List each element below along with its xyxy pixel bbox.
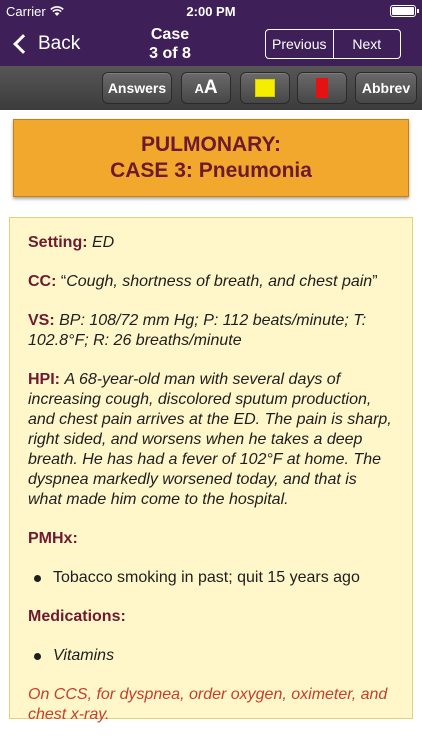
font-large-glyph: A: [203, 77, 218, 98]
bullet-icon: [34, 653, 41, 660]
abbrev-button[interactable]: Abbrev: [355, 72, 417, 104]
nav-title-case: Case: [150, 26, 190, 43]
vital-signs-paragraph: [28, 311, 394, 351]
nav-title: [120, 25, 220, 63]
ccs-note: On CCS, for dyspnea, order oxygen, oximeter, and chest x-ray.: [28, 686, 388, 723]
list-item: [28, 568, 394, 588]
font-size-icon: [194, 77, 217, 99]
bullet-icon: [34, 575, 41, 582]
pmhx-item: Tobacco smoking in past; quit 15 years ago: [53, 569, 360, 586]
chevron-left-icon: [13, 34, 33, 54]
chief-complaint-paragraph: [28, 272, 394, 292]
heading-case-title: CASE 3: Pneumonia: [110, 159, 312, 182]
previous-button[interactable]: Previous: [272, 36, 327, 52]
carrier-label: Carrier: [6, 4, 46, 19]
cc-open-quote: “: [60, 273, 67, 290]
next-button[interactable]: Next: [333, 30, 401, 58]
vs-label: VS:: [28, 312, 55, 329]
status-bar: [0, 0, 422, 22]
cc-value: Cough, shortness of breath, and chest pain: [66, 273, 373, 290]
answers-button[interactable]: Answers: [102, 72, 172, 104]
medication-item: Vitamins: [53, 647, 115, 664]
battery-icon: [390, 5, 416, 17]
medications-label: Medications:: [28, 608, 126, 625]
nav-title-count: 3 of 8: [149, 45, 191, 62]
vs-value: BP: 108/72 mm Hg; P: 112 beats/minute; T: 102.8°F; R: 26 breaths/minute: [28, 312, 367, 349]
clock: 2:00 PM: [186, 4, 236, 19]
setting-value: ED: [92, 234, 115, 251]
cc-label: CC:: [28, 273, 57, 290]
back-button[interactable]: [10, 28, 80, 60]
back-label: Back: [38, 33, 81, 54]
case-heading: [13, 119, 409, 197]
font-small-glyph: A: [194, 81, 204, 96]
bookmark-button[interactable]: [297, 72, 347, 104]
case-content: [9, 217, 413, 723]
setting-paragraph: [28, 233, 394, 253]
list-item: [28, 646, 394, 666]
hpi-paragraph: [28, 370, 394, 510]
heading-category: PULMONARY:: [141, 133, 281, 156]
hpi-label: HPI:: [28, 371, 60, 388]
navigation-bar: [0, 22, 422, 66]
highlighter-icon: [255, 79, 275, 97]
bookmark-icon: [316, 78, 328, 98]
setting-label: Setting:: [28, 234, 88, 251]
hpi-value: A 68-year-old man with several days of increasing cough, discolored sputum production, and chest pain arrives at the ED. The pain is sharp, right sided, and worsens when he takes a deep breath. He has had a fever of 102°F at home. The dyspnea markedly worsened today, and that is what made him come to the hospital.: [28, 371, 392, 508]
pmhx-label: PMHx:: [28, 530, 78, 547]
font-size-button[interactable]: [181, 72, 231, 104]
toolbar: [0, 66, 422, 110]
highlight-button[interactable]: [240, 72, 290, 104]
case-pager: [265, 29, 401, 59]
cc-close-quote: ”: [372, 273, 378, 290]
